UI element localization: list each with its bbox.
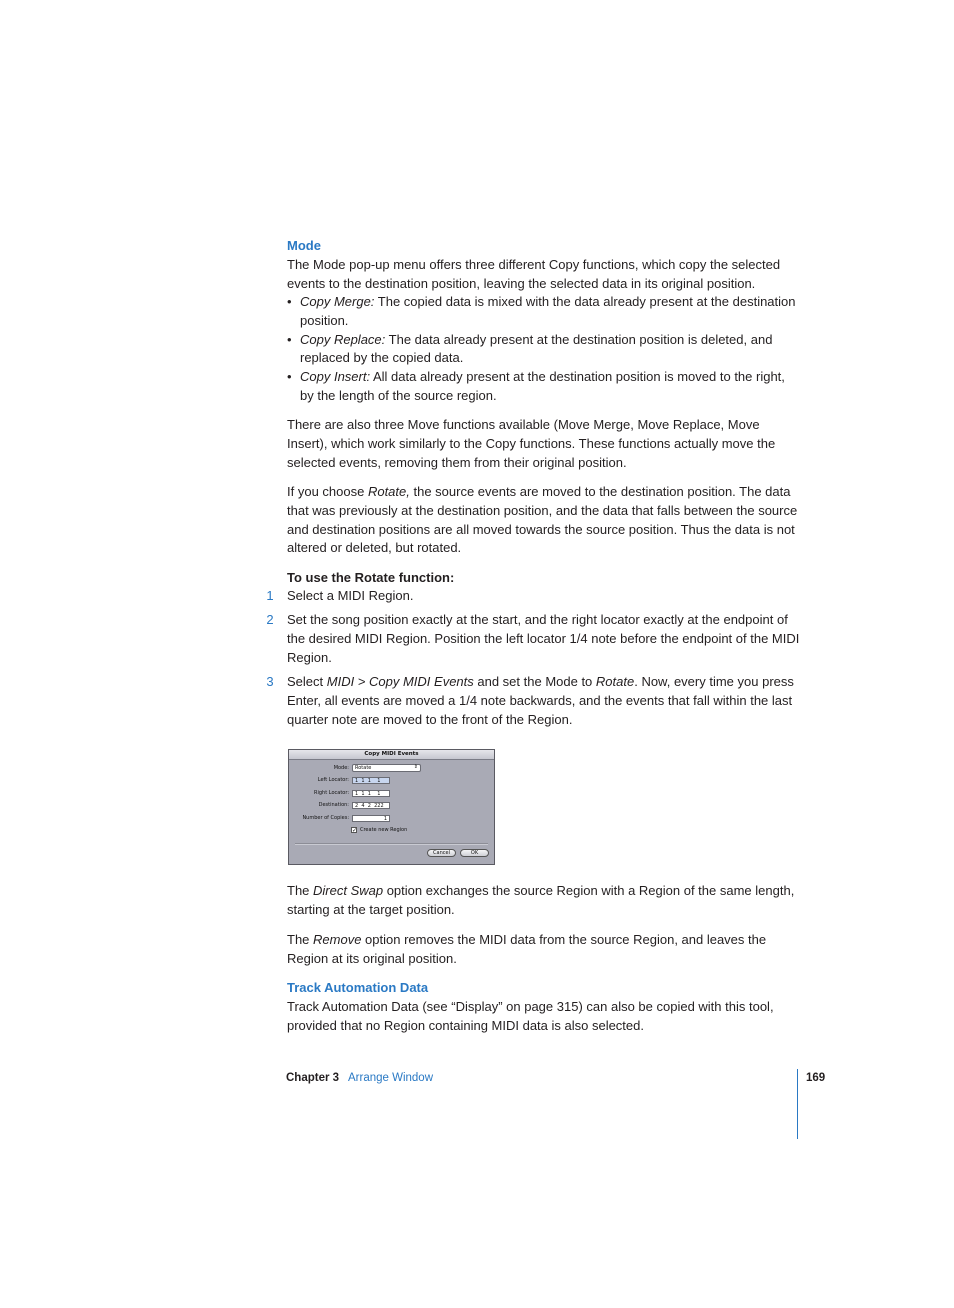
- step-text: [287, 673, 802, 729]
- cancel-button[interactable]: Cancel: [427, 849, 456, 857]
- left-locator-label: Left Locator:: [317, 777, 349, 783]
- track-automation-paragraph: Track Automation Data (see “Display” on page 315) can also be copied with this tool, provided that no Region containing MIDI data is also selected.: [287, 999, 774, 1033]
- bullet-text: All data already present at the destination position is moved to the right, by the length of the source region.: [300, 369, 785, 403]
- ok-button[interactable]: OK: [460, 849, 489, 857]
- text-run: option exchanges the source Region with a Region of the same length, starting at the target position.: [287, 883, 795, 917]
- text-run: The: [287, 932, 314, 947]
- menu-path: MIDI > Copy MIDI Events: [326, 674, 474, 689]
- mode-label: Mode:: [333, 765, 349, 771]
- list-item: [287, 368, 802, 406]
- destination-field[interactable]: 2 4 2 222: [352, 802, 390, 809]
- create-region-label: Create new Region: [360, 827, 408, 833]
- updown-arrows-icon: ⇕: [413, 764, 418, 770]
- bullet-text: The data already present at the destination position is deleted, and replaced by the copied data.: [300, 331, 773, 366]
- step-3: [262, 673, 802, 729]
- track-automation-heading: Track Automation Data: [287, 980, 429, 995]
- page-number: 169: [806, 1072, 826, 1084]
- bullet-term: Copy Merge:: [300, 294, 375, 309]
- step-2: [262, 611, 802, 667]
- copies-label: Number of Copies:: [302, 815, 349, 821]
- remove-term: Remove: [313, 932, 362, 947]
- direct-swap-term: Direct Swap: [313, 883, 384, 898]
- bullet-term: Copy Replace:: [300, 331, 386, 347]
- mode-value: Rotate: [355, 765, 372, 771]
- right-locator-field[interactable]: 1 1 1 1: [352, 790, 390, 797]
- bullet-term: Copy Insert:: [300, 369, 371, 385]
- move-paragraph: There are also three Move functions available (Move Merge, Move Replace, Move Insert), which work similarly to the Copy functions. These functions actually move the selected events, removing them from their original position.: [287, 417, 776, 470]
- create-region-checkbox[interactable]: ✓: [352, 827, 358, 834]
- rotate-term: Rotate,: [367, 484, 410, 499]
- dialog-title: Copy MIDI Events: [289, 750, 494, 760]
- text-run: . Now, every time you press Enter, all events are moved a 1/4 note backwards, and the events that fall within the last quarter note are moved to the front of the Region.: [287, 674, 794, 727]
- rotate-term: Rotate: [595, 674, 635, 689]
- mode-intro: The Mode pop-up menu offers three different Copy functions, which copy the selected events to the destination position, leaving the selected data in its original position.: [287, 257, 781, 291]
- mode-heading: Mode: [287, 238, 321, 253]
- step-number: 2: [266, 612, 274, 627]
- rotate-paragraph: [287, 483, 802, 558]
- step-number: 1: [266, 588, 274, 603]
- left-locator-field[interactable]: 1 1 1 1: [352, 777, 390, 784]
- dialog-divider: [295, 843, 488, 845]
- bullet-text: The copied data is mixed with the data already present at the destination position.: [300, 294, 796, 328]
- right-locator-label: Right Locator:: [314, 790, 349, 796]
- text-run: option removes the MIDI data from the source Region, and leaves the Region at its original position.: [287, 932, 767, 966]
- footer-chapter-title: Arrange Window: [348, 1072, 434, 1084]
- text-run: If you choose: [287, 484, 368, 499]
- step-text: Set the song position exactly at the start, and the right locator exactly at the endpoint of the desired MIDI Region. Position the left locator 1/4 note before the endpoint of the MIDI Region.: [287, 612, 800, 665]
- footer-chapter: Chapter 3: [286, 1072, 340, 1084]
- mode-popup[interactable]: [352, 764, 421, 772]
- step-number: 3: [266, 674, 274, 689]
- text-run: and set the Mode to: [473, 674, 596, 689]
- footer-divider: [797, 1069, 798, 1139]
- step-1: [262, 587, 802, 606]
- task-heading: To use the Rotate function:: [287, 570, 455, 585]
- direct-swap-paragraph: [287, 882, 802, 920]
- destination-label: Destination:: [318, 802, 349, 808]
- copy-midi-events-dialog: [288, 749, 495, 865]
- text-run: The: [287, 883, 314, 898]
- step-text: Select a MIDI Region.: [287, 588, 414, 603]
- list-item: [287, 331, 802, 369]
- list-item: [287, 293, 802, 331]
- text-run: Select: [287, 674, 327, 689]
- copy-functions-list: [287, 293, 802, 406]
- remove-paragraph: [287, 931, 802, 969]
- text-run: the source events are moved to the destination position. The data that was previously at the destination position, and the data that falls between the source and destination positions are all moved towards the source position. Thus the data is not altered or deleted, but rotated.: [287, 484, 798, 556]
- copies-field[interactable]: 1: [352, 815, 390, 822]
